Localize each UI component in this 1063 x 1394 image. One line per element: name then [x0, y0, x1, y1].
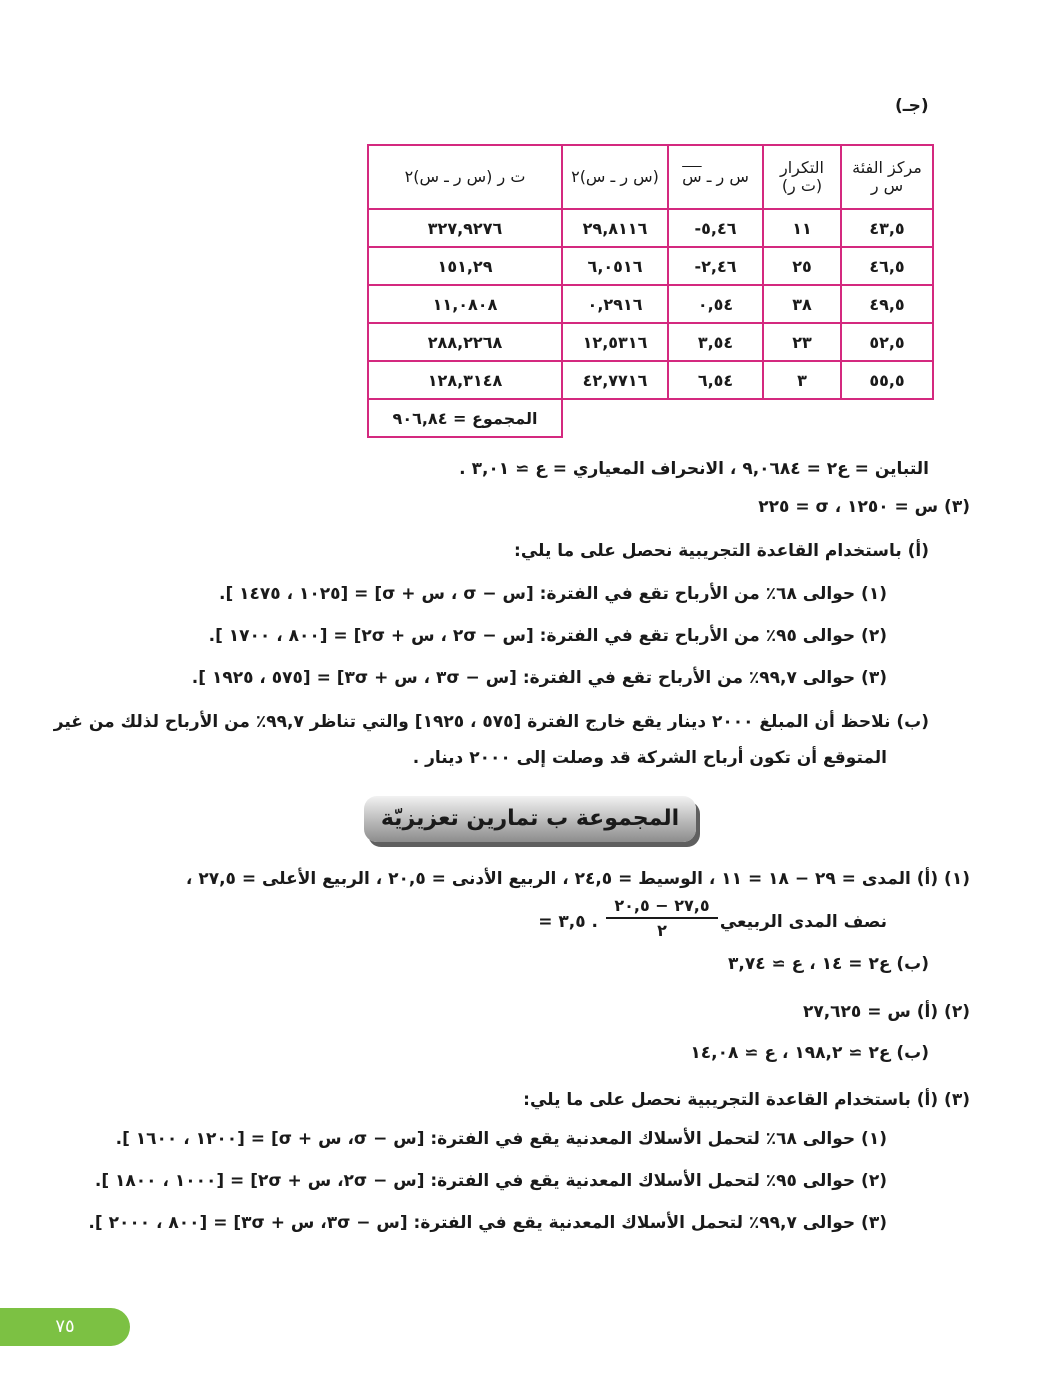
exercise-1a: (١) (أ) المدى = ٢٩ − ١٨ = ١١ ، الوسيط = ٢٤,٥ ، الربيع الأدنى = ٢٠,٥ ، الربيع الأعلى = ٢٧,٥ ،: [185, 869, 970, 889]
cell: ١٢,٥٣١٦: [562, 323, 668, 361]
fraction-denominator: ٢: [657, 921, 667, 940]
cell: ٣٢٧,٩٢٧٦: [368, 209, 562, 247]
table-total-row: [368, 399, 933, 437]
cell: ٣٨: [763, 285, 841, 323]
exercise-1b: (ب) ع٢ = ١٤ ، ع ≃ ٣,٧٤: [728, 954, 929, 974]
q3a-item-1: (١) حوالى ٦٨٪ من الأرباح تقع في الفترة: [س − σ ، س + σ] = [١٠٢٥ ، ١٤٧٥ ].: [219, 584, 887, 604]
q3a-text: (أ) باستخدام القاعدة التجريبية نحصل على ما يلي:: [514, 541, 929, 561]
cell: ٥,٤٦-: [668, 209, 763, 247]
q3b-line-1: (ب) نلاحظ أن المبلغ ٢٠٠٠ دينار يقع خارج الفترة [٥٧٥ ، ١٩٢٥] والتي تناظر ٩٩,٧٪ من الأرباح لذلك من غير: [53, 712, 929, 732]
table-header-row: [368, 145, 933, 209]
table-total: المجموع = ٩٠٦,٨٤: [368, 399, 562, 437]
header-deviation-mean: س: [682, 167, 702, 186]
cell: ٢٨٨,٢٢٦٨: [368, 323, 562, 361]
cell: ٦,٥٤: [668, 361, 763, 399]
cell: ٤٣,٥: [841, 209, 933, 247]
table-row: [368, 361, 933, 399]
header-weighted-squared: ت ر (س ر ـ س)٢: [368, 145, 562, 209]
empty-cell: [562, 399, 933, 437]
variance-line: التباين = ع٢ = ٩,٠٦٨٤ ، الانحراف المعياري = ع ≃ ٣,٠١ .: [459, 459, 929, 479]
cell: ١١,٠٨٠٨: [368, 285, 562, 323]
exercise-3a: (٣) (أ) باستخدام القاعدة التجريبية نحصل على ما يلي:: [523, 1090, 970, 1110]
cell: ٢٩,٨١١٦: [562, 209, 668, 247]
cell: ٤٢,٧٧١٦: [562, 361, 668, 399]
table-row: [368, 285, 933, 323]
header-class-center: [841, 145, 933, 209]
exercise-1-half-label: نصف المدى الربيعي: [719, 912, 887, 932]
cell: ٠,٥٤: [668, 285, 763, 323]
cell: ١١: [763, 209, 841, 247]
frequency-table: [367, 144, 934, 438]
cell: ٤٩,٥: [841, 285, 933, 323]
exercise-3a-item-3: (٣) حوالى ٩٩,٧٪ لتحمل الأسلاك المعدنية يقع في الفترة: [س − ٣σ، س + ٣σ] = [٨٠٠ ، ٢٠٠٠ ].: [88, 1213, 887, 1233]
cell: ٥٢,٥: [841, 323, 933, 361]
table-row: [368, 323, 933, 361]
header-frequency-symbol: (ت ر): [781, 176, 823, 195]
q3b-line-2: المتوقع أن تكون أرباح الشركة قد وصلت إلى ٢٠٠٠ دينار .: [412, 748, 887, 768]
page-number: ٧٥: [0, 1308, 130, 1346]
table-row: [368, 247, 933, 285]
fraction-bar: [606, 917, 718, 919]
header-frequency-label: التكرار: [780, 158, 824, 177]
header-squared-deviation: (س ر ـ س)٢: [562, 145, 668, 209]
cell: ٥٥,٥: [841, 361, 933, 399]
cell: ١٥١,٢٩: [368, 247, 562, 285]
header-deviation: [668, 145, 763, 209]
q3a-item-3: (٣) حوالى ٩٩,٧٪ من الأرباح تقع في الفترة: [س − ٣σ ، س + ٣σ] = [٥٧٥ ، ١٩٢٥ ].: [191, 668, 887, 688]
cell: ٢,٤٦-: [668, 247, 763, 285]
header-class-center-label: مركز الفئة: [852, 158, 922, 177]
table-row: [368, 209, 933, 247]
cell: ٤٦,٥: [841, 247, 933, 285]
cell: ١٢٨,٣١٤٨: [368, 361, 562, 399]
cell: ٢٥: [763, 247, 841, 285]
exercise-3a-item-1: (١) حوالى ٦٨٪ لتحمل الأسلاك المعدنية يقع في الفترة: [س − σ، س + σ] = [١٢٠٠ ، ١٦٠٠ ].: [115, 1129, 887, 1149]
cell: ٦,٠٥١٦: [562, 247, 668, 285]
exercise-1-result: = ٣,٥ .: [538, 912, 598, 932]
fraction-numerator: ٢٧,٥ − ٢٠,٥: [614, 896, 710, 915]
q3-header: (٣) س = ١٢٥٠ ، σ = ٢٢٥: [758, 497, 970, 517]
exercise-3a-item-2: (٢) حوالى ٩٥٪ لتحمل الأسلاك المعدنية يقع في الفترة: [س − ٢σ، س + ٢σ] = [١٠٠٠ ، ١٨٠٠ ].: [94, 1171, 887, 1191]
header-class-center-symbol: س ر: [870, 176, 904, 195]
exercise-1-fraction: [606, 896, 718, 940]
cell: ٠,٢٩١٦: [562, 285, 668, 323]
exercise-2a: (٢) (أ) س = ٢٧,٦٢٥: [802, 1002, 970, 1022]
cell: ٣,٥٤: [668, 323, 763, 361]
header-deviation-a: س ر ـ: [706, 167, 749, 186]
exercise-2b: (ب) ع٢ ≃ ١٩٨,٢ ، ع ≃ ١٤,٠٨: [690, 1043, 929, 1063]
q3a-item-2: (٢) حوالى ٩٥٪ من الأرباح تقع في الفترة: [س − ٢σ ، س + ٢σ] = [٨٠٠ ، ١٧٠٠ ].: [208, 626, 887, 646]
cell: ٣: [763, 361, 841, 399]
part-label: (جـ): [895, 96, 929, 116]
cell: ٢٣: [763, 323, 841, 361]
section-banner: المجموعة ب تمارين تعزيزيّة: [364, 796, 696, 842]
header-frequency: [763, 145, 841, 209]
